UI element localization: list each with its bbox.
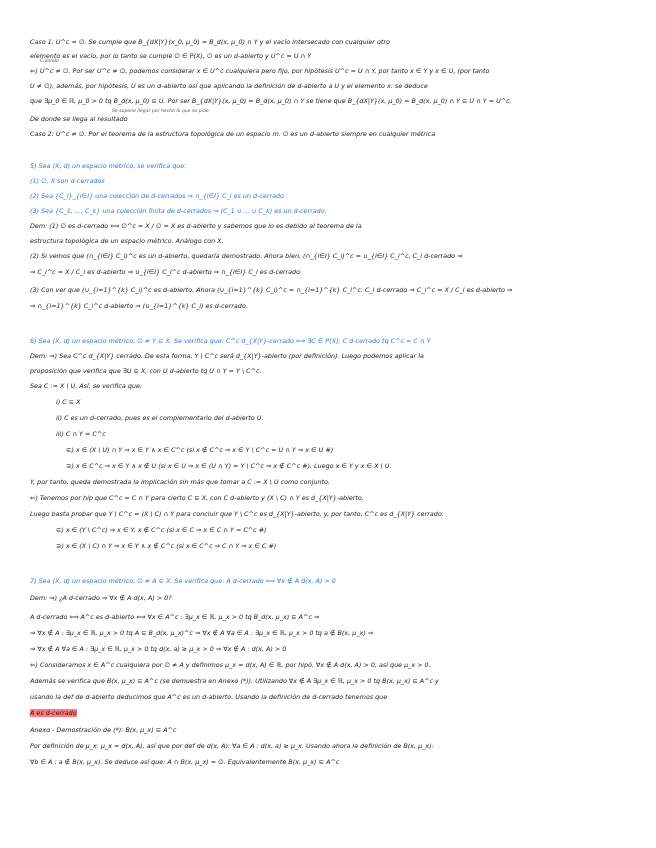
line: Además se verifica que B(x, μ_x) ⊆ A^c (se demuestra en Anexo (*)). Utilizando ∀x ∉ A ∃μ_x ∈ ℝ, μ_x > 0 tq B(x, μ_x) ⊆ A^c y	[30, 677, 439, 685]
conclusion-highlight	[30, 709, 77, 717]
line: (2) Sea {C_i}_{i∈I} una colección de d-cerrados ⇒ ∩_{i∈I} C_i es un d-cerrado	[30, 192, 284, 200]
line: ⊇) x ∈ (X \ C) ∩ Y ⇒ x ∈ Y ∧ x ∉ C^c (si x ∈ C^c ⇒ C ∩ Y ⇒ x ∈ C #)	[56, 542, 277, 550]
line: (2) Si vemos que (∩_{i∈I} C_i)^c es un d-abierto, quedaría demostrado. Ahora bien, (∩_{i∈I} C_i)^c = ∪_{i∈I} C_i^c, C_i d-cerrado ⇒	[30, 252, 463, 260]
line-caso-1: Caso 1: U^c = ∅. Se cumple que B_{dX|Y}(x_0, μ_0) = B_d(x, μ_0) ∩ Y y el vacío intersecado con cualquier otro	[30, 38, 390, 46]
line: A d-cerrado ⟺ A^c es d-abierto ⟺ ∀x ∈ A^c : ∃μ_x ∈ ℝ, μ_x > 0 tq B_d(x, μ_x) ⊆ A^c ⇒	[30, 613, 320, 621]
line: (3) Sea {C_1, ..., C_k} una colección finita de d-cerrados ⇒ (C_1 ∪ ... ∪ C_k) es un d-cerrado.	[30, 207, 327, 215]
line: elemento es el vacío, por lo tanto se cumple ∅ ∈ P(X), ∅ es un d-abierto y U^c = U ∩ Y	[30, 52, 312, 60]
line: ⊆) x ∈ (X \ U) ∩ Y ⇒ x ∈ Y ∧ x ∈ C^c (si x ∉ C^c ⇒ x ∈ Y \ C^c = U ∩ Y ⇒ x ∈ U #)	[66, 446, 334, 454]
heading-problem-7: 7) Sea (X, d) un espacio métrico, ∅ ≠ A ⊆ X. Se verifica que: A d-cerrado ⟺ ∀x ∉ A d(x, A) > 0	[30, 577, 336, 585]
line: (1) ∅, X son d-cerrados	[30, 177, 105, 185]
line: ⇒ C_i^c = X / C_i es d-abierto ⇒ ∪_{i∈I} C_i^c d-abierto ⇒ ∩_{i∈I} C_i es d-cerrado	[30, 268, 301, 276]
line: (3) Con ver que (∪_{i=1}^{k} C_i)^c es d-abierto. Ahora (∪_{i=1}^{k} C_i)^c = ∩_{i=1}^{k} C_i^c. C_i d-cerrado ⇒ C_i^c = X / C_i es d-abierto ⇒	[30, 286, 513, 294]
heading-problem-6: 6) Sea (X, d) un espacio métrico, ∅ ≠ Y ⊆ X. Se verifica que: C^c d_{X|Y}-cerrado ⟺ ∃C ∈ P(X), C d-cerrado tq C^c = C ∩ Y	[30, 337, 431, 345]
line: De donde se llega al resultado	[30, 115, 128, 123]
line-caso-2: Caso 2: U^c ≠ ∅. Por el teorema de la estructura topológica de un espacio m. ∅ es un d-abierto siempre en cualquier métrica	[30, 130, 436, 138]
line: ⇐) U^c ≠ ∅. Por ser U^c ≠ ∅, podemos considerar x ∈ U^c cualquiera pero fijo, por hipótesis U^c = U ∩ Y, por tanto x ∈ Y y x ∈ U, (por tanto	[30, 67, 490, 75]
line: Dem: (1) ∅ es d-cerrado ⟺ ∅^c = X / ∅ = X es d-abierto y sabemos que lo es debido al teorema de la	[30, 222, 362, 230]
line: usando la def de d-abierto deducimos que A^c es un d-abierto. Usando la definición de d-cerrado tenemos que	[30, 693, 388, 701]
line: que ∃μ_0 ∈ ℝ, μ_0 > 0 tq B_d(x, μ_0) ⊆ U. Por ser B_{dX|Y}(x, μ_0) = B_d(x, μ_0) ∩ Y se tiene que B_{dX|Y}(x, μ_0) = B_d(x, μ_0) ∩ Y ⊆ U ∩ Y = U^c.	[30, 97, 512, 105]
heading-problem-5: 5) Sea (X, d) un espacio métrico, se verifica que:	[30, 162, 187, 170]
line: ⇐) Consideramos x ∈ A^c cualquiera por ∅ ≠ A y definimos μ_x = d(x, A) ∈ ℝ, por hipó. ∀x ∉ A d(x, A) > 0, así que μ_x > 0.	[30, 661, 431, 669]
margin-note-cuidado: Cuidado	[40, 59, 59, 64]
line-anexo: Anexo - Demostración de (*): B(x, μ_x) ⊆ A^c	[30, 726, 177, 734]
line: proposición que verifica que ∃U ⊆ X, con U d-abierto tq U ∩ Y = Y \ C^c.	[30, 367, 262, 375]
line: Luego basta probar que Y \ C^c = (X \ C) ∩ Y para concluir que Y \ C^c es d_{X|Y}-abierto, y, por tanto, C^c es d_{X|Y} cerrado:	[30, 510, 444, 518]
line: Dem: ⇒) Sea C^c d_{X|Y} cerrado. De esta forma, Y \ C^c será d_{X|Y}-abierto (por definición). Luego podemos aplicar la	[30, 352, 424, 360]
highlighted-text: A es d-cerrado	[30, 709, 77, 717]
line: estructura topológica de un espacio métrico. Análogo con X.	[30, 237, 224, 245]
line: ⇒ ∀x ∉ A ∀a ∈ A : ∃μ_x ∈ ℝ, μ_x > 0 tq d(x, a) ≥ μ_x > 0 ⇒ ∀x ∉ A : d(x, A) > 0	[30, 645, 287, 653]
line: ii) C es un d-cerrado, pues es el complementario del d-abierto U.	[56, 414, 264, 422]
line: U ≠ ∅), además, por hipótesis, U es un d-abierto así que aplicando la definición de d-abierto a U y el elemento x: se deduce	[30, 82, 428, 90]
line: Dem: ⇒) ¿A d-cerrado ⇒ ∀x ∉ A d(x, A) > 0?	[30, 594, 172, 602]
line: Por definición de μ_x: μ_x = d(x, A), así que por def de d(x, A): ∀a ∈ A : d(x, a) ≥ μ_x. Usando ahora la definición de B(x, μ_x):	[30, 742, 434, 750]
margin-note-small: Se supone llegar por hecho lo que se pide	[112, 109, 209, 114]
line: iii) C ∩ Y = C^c	[56, 430, 106, 438]
line: ∀b ∈ A : a ∉ B(x, μ_x). Se deduce así que: A ∩ B(x, μ_x) = ∅. Equivalentemente B(x, μ_x) ⊆ A^c	[30, 758, 340, 766]
line: ⇐) Tenemos por hip que C^c = C ∩ Y para cierto C ⊆ X, con C d-abierto y (X \ C) ∩ Y es d_{X|Y}-abierto.	[30, 494, 364, 502]
line: Sea C := X \ U. Así, se verifica que:	[30, 382, 143, 390]
line: ⇒ ∀x ∉ A : ∃μ_x ∈ ℝ, μ_x > 0 tq A ⊆ B_d(x, μ_x)^c ⇒ ∀x ∉ A ∀a ∈ A : ∃μ_x ∈ ℝ, μ_x > 0 tq a ∉ B(x, μ_x) ⇒	[30, 629, 374, 637]
line: i) C ⊆ X	[56, 398, 81, 406]
line: Y, por tanto, queda demostrada la implicación sin más que tomar a C := X \ U como conjunto.	[30, 478, 330, 486]
line: ⇒ ∩_{i=1}^{k} C_i^c d-abierto ⇒ (∪_{i=1}^{k} C_i) es d-cerrado.	[30, 302, 248, 310]
line: ⊆) x ∈ (Y \ C^c) ⇒ x ∈ Y, x ∉ C^c (si x ∈ C ⇒ x ∈ C ∩ Y = C^c #)	[56, 526, 267, 534]
line: ⊇) x ∈ C^c ⇒ x ∈ Y ∧ x ∉ U (si x ∈ U ⇒ x ∈ (U ∩ Y) = Y \ C^c ⇒ x ∉ C^c #). Luego x ∈ Y y x ∈ X \ U.	[66, 462, 392, 470]
